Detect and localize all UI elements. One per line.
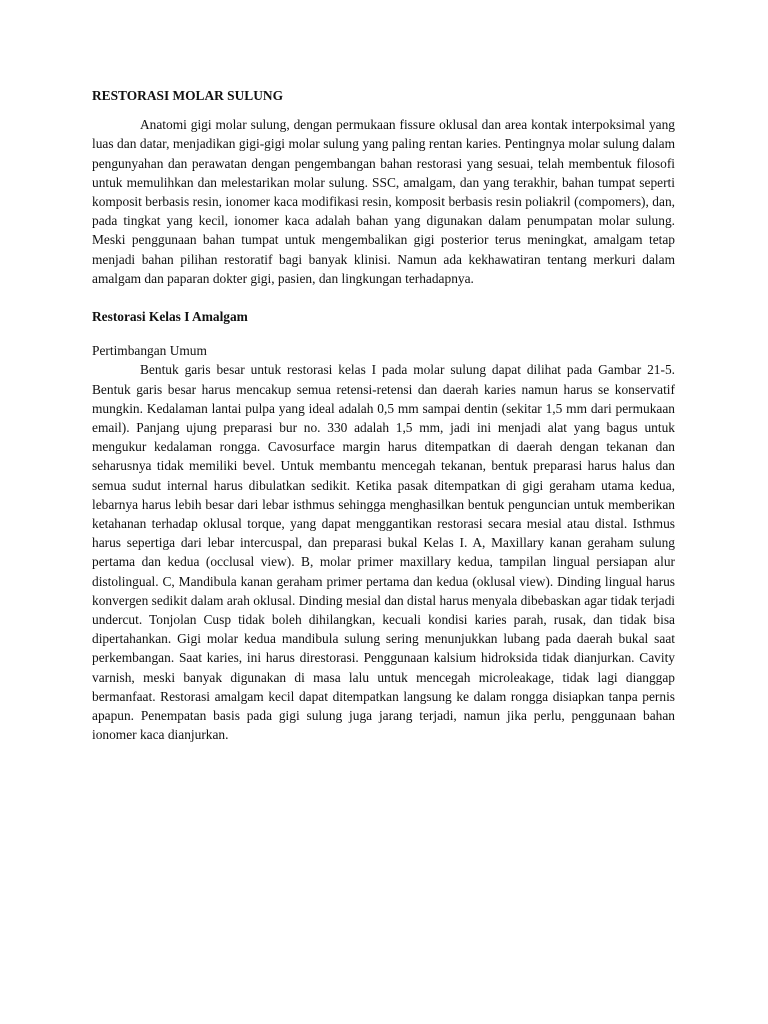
- document-title: RESTORASI MOLAR SULUNG: [92, 88, 283, 103]
- intro-paragraph: Anatomi gigi molar sulung, dengan permukaan fissure oklusal dan area kontak interpoksimal yang luas dan datar, menjadikan gigi-gigi molar sulung yang paling rentan karies. Pentingnya molar sulung dalam pengunyahan dan perawatan dengan pengembangan bahan restorasi yang sesuai, telah membentuk filosofi untuk memulihkan dan melestarikan molar sulung. SSC, amalgam, dan yang terakhir, bahan tumpat seperti komposit berbasis resin, ionomer kaca modifikasi resin, komposit berbasis resin poliakril (compomers), dan, pada tingkat yang kecil, ionomer kaca adalah bahan yang digunakan dalam penumpatan molar sulung. Meski penggunaan bahan tumpat untuk mengembalikan gigi posterior terus meningkat, amalgam tetap menjadi bahan pilihan restoratif bagi banyak klinisi. Namun ada kekhawatiran tentang merkuri dalam amalgam dan paparan dokter gigi, pasien, dan lingkungan terhadapnya.: [92, 117, 675, 286]
- document-page: [92, 86, 675, 745]
- section-heading: Restorasi Kelas I Amalgam: [92, 309, 248, 325]
- body-paragraph: Bentuk garis besar untuk restorasi kelas I pada molar sulung dapat dilihat pada Gambar 21-5. Bentuk garis besar harus mencakup semua retensi-retensi dan daerah karies namun harus se konservatif mungkin. Kedalaman lantai pulpa yang ideal adalah 0,5 mm sampai dentin (sekitar 1,5 mm dari permukaan email). Panjang ujung preparasi bur no. 330 adalah 1,5 mm, jadi ini menjadi alat yang bagus untuk mengukur kedalaman rongga. Cavosurface margin harus ditempatkan di daerah dengan tekanan dan seharusnya tidak memiliki bevel. Untuk membantu mencegah tekanan, bentuk preparasi harus halus dan semua sudut internal harus dibulatkan sedikit. Ketika pasak ditempatkan di gigi geraham utama kedua, lebarnya harus lebih besar dari lebar isthmus sehingga menghasilkan bentuk penguncian untuk memberikan ketahanan terhadap oklusal torque, yang dapat menggantikan restorasi secara mesial atau distal. Isthmus harus sepertiga dari lebar intercuspal, dan preparasi bukal Kelas I. A, Maxillary kanan geraham sulung pertama dan kedua (occlusal view). B, molar primer maxillary kedua, tampilan lingual persiapan alur distolingual. C, Mandibula kanan geraham primer pertama dan kedua (oklusal view). Dinding lingual harus konvergen sedikit dalam arah oklusal. Dinding mesial dan distal harus menyala dibebaskan agar tidak terjadi undercut. Tonjolan Cusp tidak boleh dihilangkan, kecuali kondisi karies parah, rusak, dan tidak bisa dipertahankan. Gigi molar kedua mandibula sulung sering menunjukkan lubang pada daerah bukal saat perkembangan. Saat karies, ini harus direstorasi. Penggunaan kalsium hidroksida tidak dianjurkan. Cavity varnish, meski banyak digunakan di masa lalu untuk mencegah microleakage, tidak lagi dianggap bermanfaat. Restorasi amalgam kecil dapat ditempatkan langsung ke dalam rongga disiapkan tanpa pernis apapun. Penempatan basis pada gigi sulung juga jarang terjadi, namun jika perlu, penggunaan bahan ionomer kaca dianjurkan.: [92, 362, 675, 743]
- subheading: Pertimbangan Umum: [92, 343, 207, 359]
